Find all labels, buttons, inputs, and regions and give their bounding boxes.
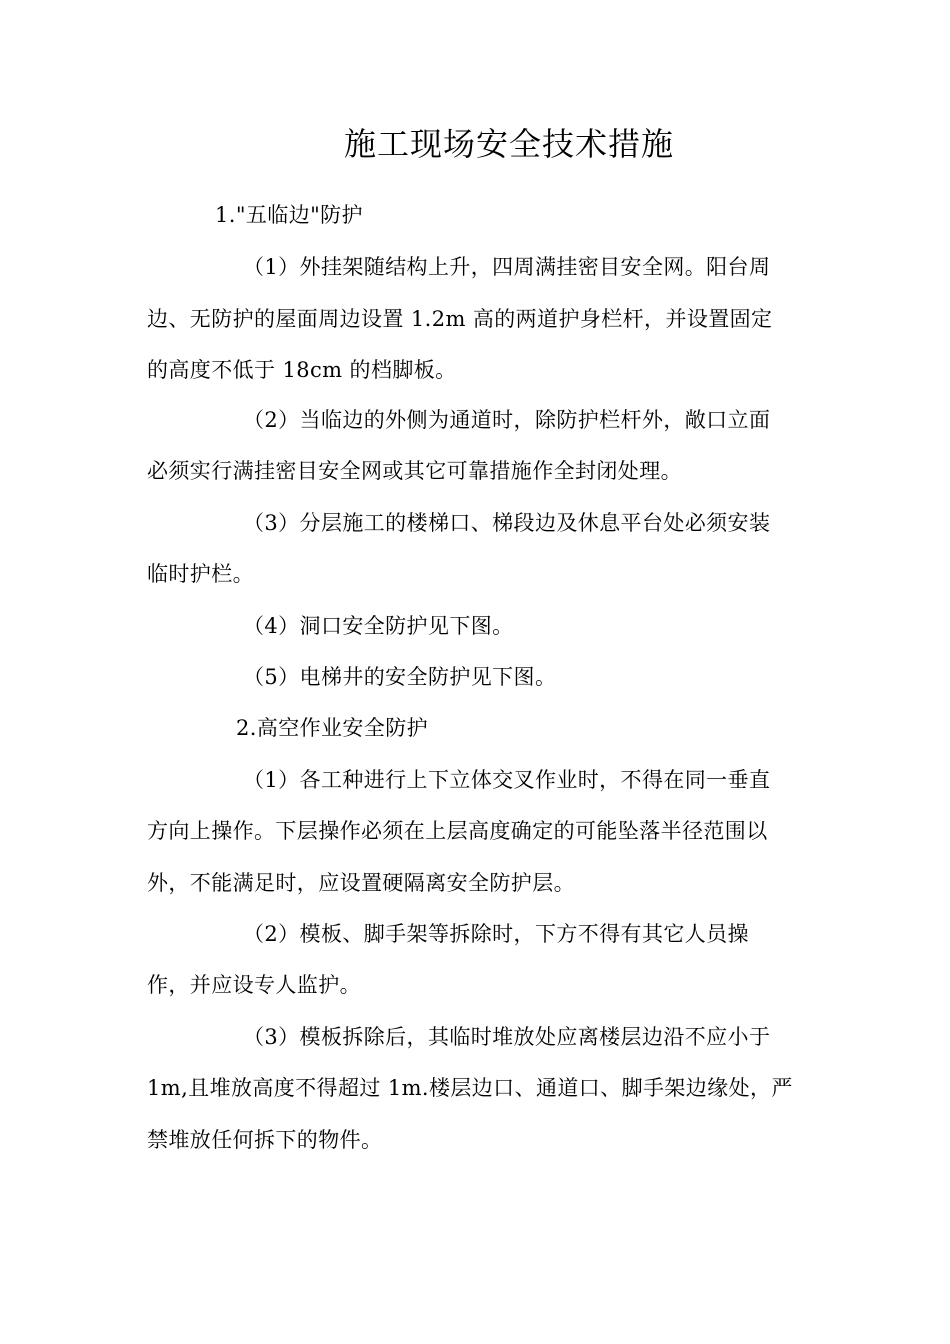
paragraph-line: 临时护栏。 bbox=[147, 562, 254, 586]
paragraph-line: 的高度不低于 18cm 的档脚板。 bbox=[147, 358, 457, 382]
paragraph-line: 1m,且堆放高度不得超过 1m.楼层边口、通道口、脚手架边缘处，严 bbox=[147, 1076, 793, 1100]
paragraph-line: 方向上操作。下层操作必须在上层高度确定的可能坠落半径范围以 bbox=[147, 819, 768, 843]
section-heading-1: 1."五临边"防护 bbox=[215, 203, 363, 227]
paragraph-line: 禁堆放任何拆下的物件。 bbox=[147, 1128, 383, 1152]
paragraph-line: （1）外挂架随结构上升，四周满挂密目安全网。阳台周 bbox=[243, 255, 771, 279]
paragraph-line: （2）当临边的外侧为通道时，除防护栏杆外，敞口立面 bbox=[243, 408, 771, 432]
paragraph-line: （4）洞口安全防护见下图。 bbox=[243, 614, 514, 638]
paragraph-line: 必须实行满挂密目安全网或其它可靠措施作全封闭处理。 bbox=[147, 459, 682, 483]
paragraph-line: 边、无防护的屋面周边设置 1.2m 高的两道护身栏杆，并设置固定 bbox=[147, 307, 773, 331]
paragraph-line: 外，不能满足时，应设置硬隔离安全防护层。 bbox=[147, 871, 575, 895]
document-title: 施工现场安全技术措施 bbox=[343, 125, 674, 163]
paragraph-line: （1）各工种进行上下立体交叉作业时，不得在同一垂直 bbox=[243, 768, 771, 792]
paragraph-line: （3）模板拆除后，其临时堆放处应离楼层边沿不应小于 bbox=[243, 1025, 771, 1049]
paragraph-line: （3）分层施工的楼梯口、梯段边及休息平台处必须安装 bbox=[243, 511, 771, 535]
paragraph-line: （2）模板、脚手架等拆除时，下方不得有其它人员操 bbox=[243, 922, 749, 946]
section-heading-2: 2.高空作业安全防护 bbox=[236, 716, 429, 740]
paragraph-line: 作，并应设专人监护。 bbox=[147, 973, 361, 997]
paragraph-line: （5）电梯井的安全防护见下图。 bbox=[243, 665, 557, 689]
